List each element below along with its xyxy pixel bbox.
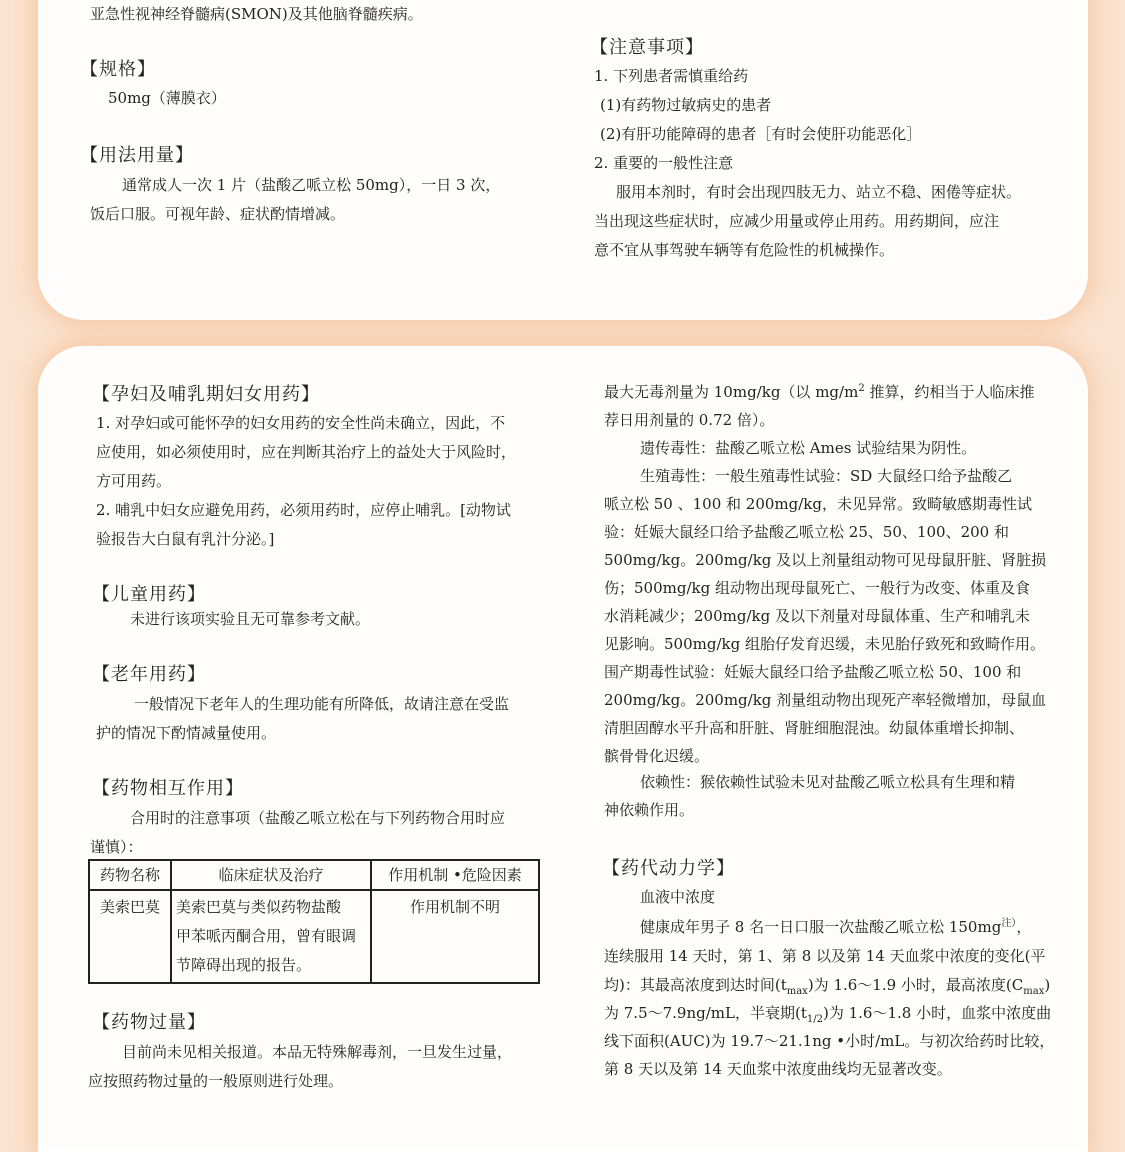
repro-line: 清胆固醇水平升高和肝脏、肾脏细胞混浊。幼鼠体重增长抑制、	[604, 719, 1025, 737]
dosage-line: 饭后口服。可视年龄、症状酌情增减。	[90, 205, 346, 223]
table-header-cell: 临床症状及治疗	[171, 860, 371, 890]
precautions-line: 1. 下列患者需慎重给药	[594, 67, 749, 85]
pk-line: 为 7.5～7.9ng/mL，半衰期$(t_{1/2})$为 1.6～1.8 小时，血浆中浓度曲	[604, 1004, 1052, 1025]
dosage-line: 通常成人一次 1 片（盐酸乙哌立松 50mg），一日 3 次，	[122, 176, 501, 194]
pk-line: 第 8 天以及第 14 天血浆中浓度曲线均无显著改变。	[604, 1060, 952, 1078]
table-header-cell: 作用机制 •危险因素	[371, 860, 539, 890]
precautions-line: 服用本剂时，有时会出现四肢无力、站立不稳、困倦等症状。	[616, 183, 1022, 201]
interactions-line: 合用时的注意事项（盐酸乙哌立松在与下列药物合用时应	[130, 809, 506, 827]
pk-subheading: 血液中浓度	[640, 888, 716, 906]
table-cell-drug: 美索巴莫	[89, 890, 171, 983]
top-panel	[38, 0, 1088, 320]
elderly-line: 护的情况下酌情减量使用。	[96, 724, 277, 742]
repro-line: 水消耗减少；200mg/kg 及以下剂量对母鼠体重、生产和哺乳未	[604, 607, 1030, 625]
precautions-line: 2. 重要的一般性注意	[594, 154, 734, 172]
spec-text: 50mg（薄膜衣）	[108, 89, 226, 107]
children-heading: 【儿童用药】	[92, 584, 206, 605]
repro-line: 验：妊娠大鼠经口给予盐酸乙哌立松 25、50、100、200 和	[604, 523, 1009, 541]
toxicity-line: 荐日用剂量的 0.72 倍）。	[604, 411, 775, 429]
table-header-cell: 药物名称	[89, 860, 171, 890]
pregnancy-line: 方可用药。	[96, 472, 172, 490]
precautions-line: (2)有肝功能障碍的患者［有时会使肝功能恶化］	[600, 125, 922, 143]
overdose-line: 应按照药物过量的一般原则进行处理。	[88, 1072, 344, 1090]
interactions-line: 谨慎）：	[90, 838, 143, 856]
table-cell-mechanism: 作用机制不明	[371, 890, 539, 983]
pk-heading: 【药代动力学】	[602, 858, 735, 879]
intro-line: 亚急性视神经脊髓病(SMON)及其他脑脊髓疾病。	[90, 5, 423, 23]
table-header-row	[89, 860, 539, 890]
repro-line: 500mg/kg。200mg/kg 及以上剂量组动物可见母鼠肝脏、肾脏损	[604, 551, 1047, 569]
symptom-line: 甲苯哌丙酮合用，曾有眼调	[176, 927, 357, 945]
repro-line: 200mg/kg。200mg/kg 剂量组动物出现死产率轻微增加，母鼠血	[604, 691, 1047, 709]
precautions-line: (1)有药物过敏病史的患者	[600, 96, 772, 114]
repro-line: 围产期毒性试验：妊娠大鼠经口给予盐酸乙哌立松 50、100 和	[604, 663, 1022, 681]
symptom-line: 美索巴莫与类似药物盐酸	[176, 898, 342, 916]
repro-line: 生殖毒性：一般生殖毒性试验：SD 大鼠经口给予盐酸乙	[640, 467, 1013, 485]
repro-line: 哌立松 50 、100 和 200mg/kg，未见异常。致畸敏感期毒性试	[604, 495, 1032, 513]
pregnancy-heading: 【孕妇及哺乳期妇女用药】	[92, 384, 320, 405]
elderly-line: 一般情况下老年人的生理功能有所降低，故请注意在受监	[134, 695, 510, 713]
dependence-line: 神依赖作用。	[604, 801, 695, 819]
children-text: 未进行该项实验且无可靠参考文献。	[130, 610, 371, 628]
pk-line: 连续服用 14 天时，第 1、第 8 以及第 14 天血浆中浓度的变化(平	[604, 947, 1046, 965]
table-row	[89, 890, 539, 983]
precautions-line: 当出现这些症状时，应减少用量或停止用药。用药期间，应注	[594, 212, 1000, 230]
genetic-toxicity: 遗传毒性：盐酸乙哌立松 Ames 试验结果为阴性。	[640, 439, 977, 457]
table-cell-symptoms	[171, 890, 371, 983]
overdose-heading: 【药物过量】	[92, 1012, 206, 1033]
elderly-heading: 【老年用药】	[92, 664, 206, 685]
pregnancy-line: 2. 哺乳中妇女应避免用药，必须用药时，应停止哺乳。[动物试	[96, 501, 511, 519]
symptom-line: 节障碍出现的报告。	[176, 956, 312, 974]
repro-line: 髌骨骨化迟缓。	[604, 747, 710, 765]
toxicity-line: 最大无毒剂量为 10mg/kg（以 $mg/m^2$ 推算，约相当于人临床推	[604, 383, 1035, 401]
pk-line: 健康成年男子 8 名一日口服一次盐酸乙哌立松 $150mg^{注)}$，	[640, 918, 1032, 936]
pk-line: 均)：其最高浓度到达时间$(t_{max})$为 1.6～1.9 小时，最高浓度$(C_{max})$	[604, 976, 1051, 997]
repro-line: 见影响。500mg/kg 组胎仔发育迟缓，未见胎仔致死和致畸作用。	[604, 635, 1045, 653]
precautions-line: 意不宜从事驾驶车辆等有危险性的机械操作。	[594, 241, 895, 259]
dosage-heading: 【用法用量】	[80, 145, 194, 166]
repro-line: 伤；500mg/kg 组动物出现母鼠死亡、一般行为改变、体重及食	[604, 579, 1030, 597]
overdose-line: 目前尚未见相关报道。本品无特殊解毒剂，一旦发生过量，	[122, 1043, 513, 1061]
pk-line: 线下面积(AUC)为 19.7～21.1ng •小时/mL。与初次给药时比较，	[604, 1032, 1055, 1050]
interactions-heading: 【药物相互作用】	[92, 778, 244, 799]
pregnancy-line: 1. 对孕妇或可能怀孕的妇女用药的安全性尚未确立，因此，不	[96, 414, 506, 432]
pregnancy-line: 应使用，如必须使用时，应在判断其治疗上的益处大于风险时，	[96, 443, 517, 461]
dependence-line: 依赖性：猴依赖性试验未见对盐酸乙哌立松具有生理和精	[640, 773, 1016, 791]
spec-heading: 【规格】	[80, 59, 156, 80]
interaction-table	[88, 859, 540, 984]
pregnancy-line: 验报告大白鼠有乳汁分泌。]	[96, 530, 275, 548]
precautions-heading: 【注意事项】	[590, 37, 704, 58]
